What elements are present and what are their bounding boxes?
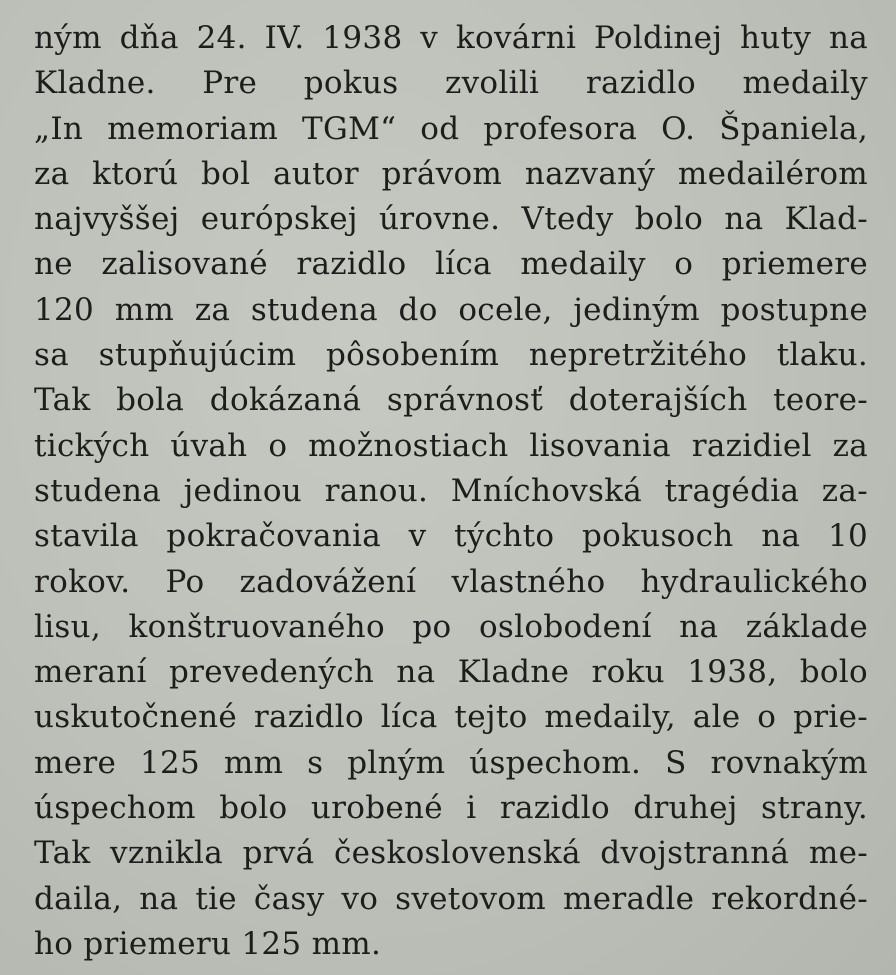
text-line: „In memoriam TGM“ od profesora O. Španiela, [34, 110, 868, 147]
text-line: za ktorú bol autor právom nazvaný medailérom [34, 155, 868, 192]
text-line: najvyššej európskej úrovne. Vtedy bolo na Klad- [34, 201, 868, 238]
text-line: stavila pokračovania v týchto pokusoch na 10 [34, 518, 868, 555]
paragraph [34, 16, 868, 967]
text-line: 120 mm za studena do ocele, jediným postupne [34, 291, 868, 328]
text-line: sa stupňujúcim pôsobením nepretržitého tlaku. [34, 337, 868, 374]
text-line: Tak bola dokázaná správnosť doterajších teore- [34, 382, 868, 419]
text-line: daila, na tie časy vo svetovom meradle rekordné- [34, 880, 868, 917]
text-line: Kladne. Pre pokus zvolili razidlo medaily [34, 65, 868, 102]
text-line: uskutočnené razidlo líca tejto medaily, ale o prie- [34, 699, 868, 736]
text-line: rokov. Po zadovážení vlastného hydraulického [34, 563, 868, 600]
text-line: studena jedinou ranou. Mníchovská tragédia za- [34, 472, 868, 509]
text-line: mere 125 mm s plným úspechom. S rovnakým [34, 744, 868, 781]
text-line: meraní prevedených na Kladne roku 1938, bolo [34, 654, 868, 691]
text-line: lisu, konštruovaného po oslobodení na základe [34, 608, 868, 645]
text-line: úspechom bolo urobené i razidlo druhej strany. [34, 790, 868, 827]
text-line: ným dňa 24. IV. 1938 v kovárni Poldinej huty na [34, 20, 868, 56]
text-line: Tak vznikla prvá československá dvojstranná me- [34, 835, 868, 872]
text-line-last: ho priemeru 125 mm. [34, 925, 382, 962]
text-line: ne zalisované razidlo líca medaily o priemere [34, 246, 868, 283]
text-line: tických úvah o možnostiach lisovania razidiel za [34, 427, 868, 464]
